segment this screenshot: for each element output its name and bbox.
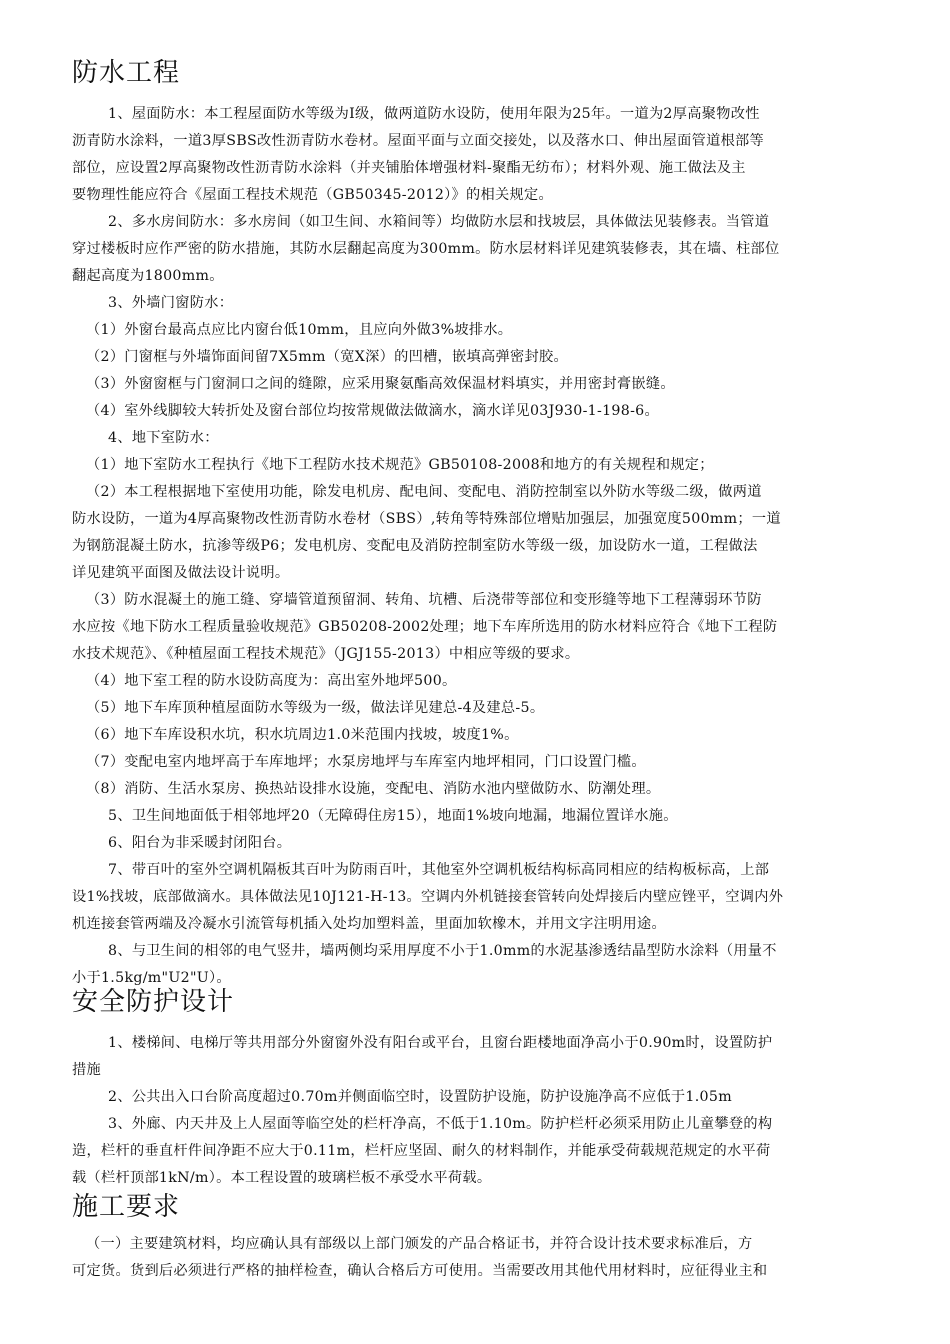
text-line: 可定货。货到后必须进行严格的抽样检查，确认合格后方可使用。当需要改用其他代用材料时，应征得业主和 [72, 1263, 768, 1279]
text-line: 部位，应设置2厚高聚物改性沥青防水涂料（并夹铺胎体增强材料-聚酯无纺布）；材料外观、施工做法及主 [72, 160, 746, 176]
text-line: （8）消防、生活水泵房、换热站设排水设施，变配电、消防水池内壁做防水、防潮处理。 [86, 781, 661, 797]
text-line: 1、屋面防水：本工程屋面防水等级为Ⅰ级，做两道防水设防，使用年限为25年。一道为2厚高聚物改性 [108, 106, 760, 122]
text-line: 翻起高度为1800mm。 [72, 268, 224, 284]
text-line: （一）主要建筑材料，均应确认具有部级以上部门颁发的产品合格证书，并符合设计技术要求标准后，方 [86, 1236, 753, 1252]
text-line: 穿过楼板时应作严密的防水措施，其防水层翻起高度为300mm。防水层材料详见建筑装修表，其在墙、柱部位 [72, 241, 780, 257]
section-heading: 安全防护设计 [72, 987, 235, 1017]
text-line: （5）地下车库顶种植屋面防水等级为一级，做法详见建总-4及建总-5。 [86, 700, 545, 716]
text-line: 详见建筑平面图及做法设计说明。 [72, 565, 290, 581]
text-line: （1）外窗台最高点应比内窗台低10mm，且应向外做3%坡排水。 [86, 322, 513, 338]
text-line: 造，栏杆的垂直杆件间净距不应大于0.11m，栏杆应坚固、耐久的材料制作，并能承受荷载规范规定的水平荷 [72, 1143, 771, 1159]
text-line: 3、外廊、内天井及上人屋面等临空处的栏杆净高，不低于1.10m。防护栏杆必须采用防止儿童攀登的构 [108, 1116, 773, 1132]
text-line: （3）防水混凝土的施工缝、穿墙管道预留洞、转角、坑槽、后浇带等部位和变形缝等地下工程薄弱环节防 [86, 592, 762, 608]
text-line: （4）室外线脚较大转折处及窗台部位均按常规做法做滴水，滴水详见03J930-1-198-6。 [86, 403, 659, 419]
text-line: 措施 [72, 1062, 101, 1078]
text-line: 4、地下室防水： [108, 430, 219, 446]
text-line: （7）变配电室内地坪高于车库地坪；水泵房地坪与车库室内地坪相同，门口设置门槛。 [86, 754, 646, 770]
text-line: （6）地下车库设积水坑，积水坑周边1.0米范围内找坡，坡度1%。 [86, 727, 519, 743]
text-line: 2、多水房间防水：多水房间（如卫生间、水箱间等）均做防水层和找坡层，具体做法见装修表。当管道 [108, 214, 770, 230]
text-line: 1、楼梯间、电梯厅等共用部分外窗窗外没有阳台或平台，且窗台距楼地面净高小于0.90m时，设置防护 [108, 1035, 773, 1051]
text-line: （4）地下室工程的防水设防高度为：高出室外地坪500。 [86, 673, 457, 689]
text-line: 要物理性能应符合《屋面工程技术规范（GB50345-2012）》的相关规定。 [72, 187, 553, 203]
text-line: 设1%找坡，底部做滴水。具体做法见10J121-H-13。空调内外机链接套管转向处焊接后内壁应锉平，空调内外 [72, 889, 784, 905]
section-heading: 施工要求 [72, 1192, 181, 1222]
text-line: （2）门窗框与外墙饰面间留7X5mm（宽X深）的凹槽，嵌填高弹密封胶。 [86, 349, 568, 365]
text-line: 为钢筋混凝土防水，抗渗等级P6；发电机房、变配电及消防控制室防水等级一级，加设防水一道，工程做法 [72, 538, 758, 554]
text-line: 沥青防水涂料，一道3厚SBS改性沥青防水卷材。屋面平面与立面交接处，以及落水口、伸出屋面管道根部等 [72, 133, 765, 149]
text-line: 8、与卫生间的相邻的电气竖井，墙两侧均采用厚度不小于1.0mm的水泥基渗透结晶型防水涂料（用量不 [108, 943, 777, 959]
text-line: （1）地下室防水工程执行《地下工程防水技术规范》GB50108-2008和地方的有关规程和规定； [86, 457, 714, 473]
text-line: 载（栏杆顶部1kN/m）。本工程设置的玻璃栏板不承受水平荷载。 [72, 1170, 492, 1186]
section-heading: 防水工程 [72, 58, 181, 88]
text-line: 机连接套管两端及冷凝水引流管每机插入处均加塑料盖，里面加软橡木，并用文字注明用途。 [72, 916, 666, 932]
text-line: 5、卫生间地面低于相邻地坪20（无障碍住房15），地面1%坡向地漏，地漏位置详水施。 [108, 808, 678, 824]
text-line: 小于1.5kg/m"U2"U）。 [72, 970, 231, 986]
text-line: 水应按《地下防水工程质量验收规范》GB50208-2002处理；地下车库所选用的防水材料应符合《地下工程防 [72, 619, 778, 635]
text-line: 3、外墙门窗防水： [108, 295, 234, 311]
text-line: 6、阳台为非采暖封闭阳台。 [108, 835, 292, 851]
text-line: 防水设防，一道为4厚高聚物改性沥青防水卷材（SBS）,转角等特殊部位增贴加强层，加强宽度500mm；一道 [72, 511, 781, 527]
text-line: （3）外窗窗框与门窗洞口之间的缝隙，应采用聚氨酯高效保温材料填实，并用密封膏嵌缝。 [86, 376, 675, 392]
text-line: （2）本工程根据地下室使用功能，除发电机房、配电间、变配电、消防控制室以外防水等级二级，做两道 [86, 484, 762, 500]
text-line: 水技术规范》、《种植屋面工程技术规范》（JGJ155-2013）中相应等级的要求。 [72, 646, 580, 662]
text-line: 7、带百叶的室外空调机隔板其百叶为防雨百叶，其他室外空调机板结构标高同相应的结构板标高，上部 [108, 862, 770, 878]
text-line: 2、公共出入口台阶高度超过0.70m并侧面临空时，设置防护设施，防护设施净高不应低于1.05m [108, 1089, 732, 1105]
